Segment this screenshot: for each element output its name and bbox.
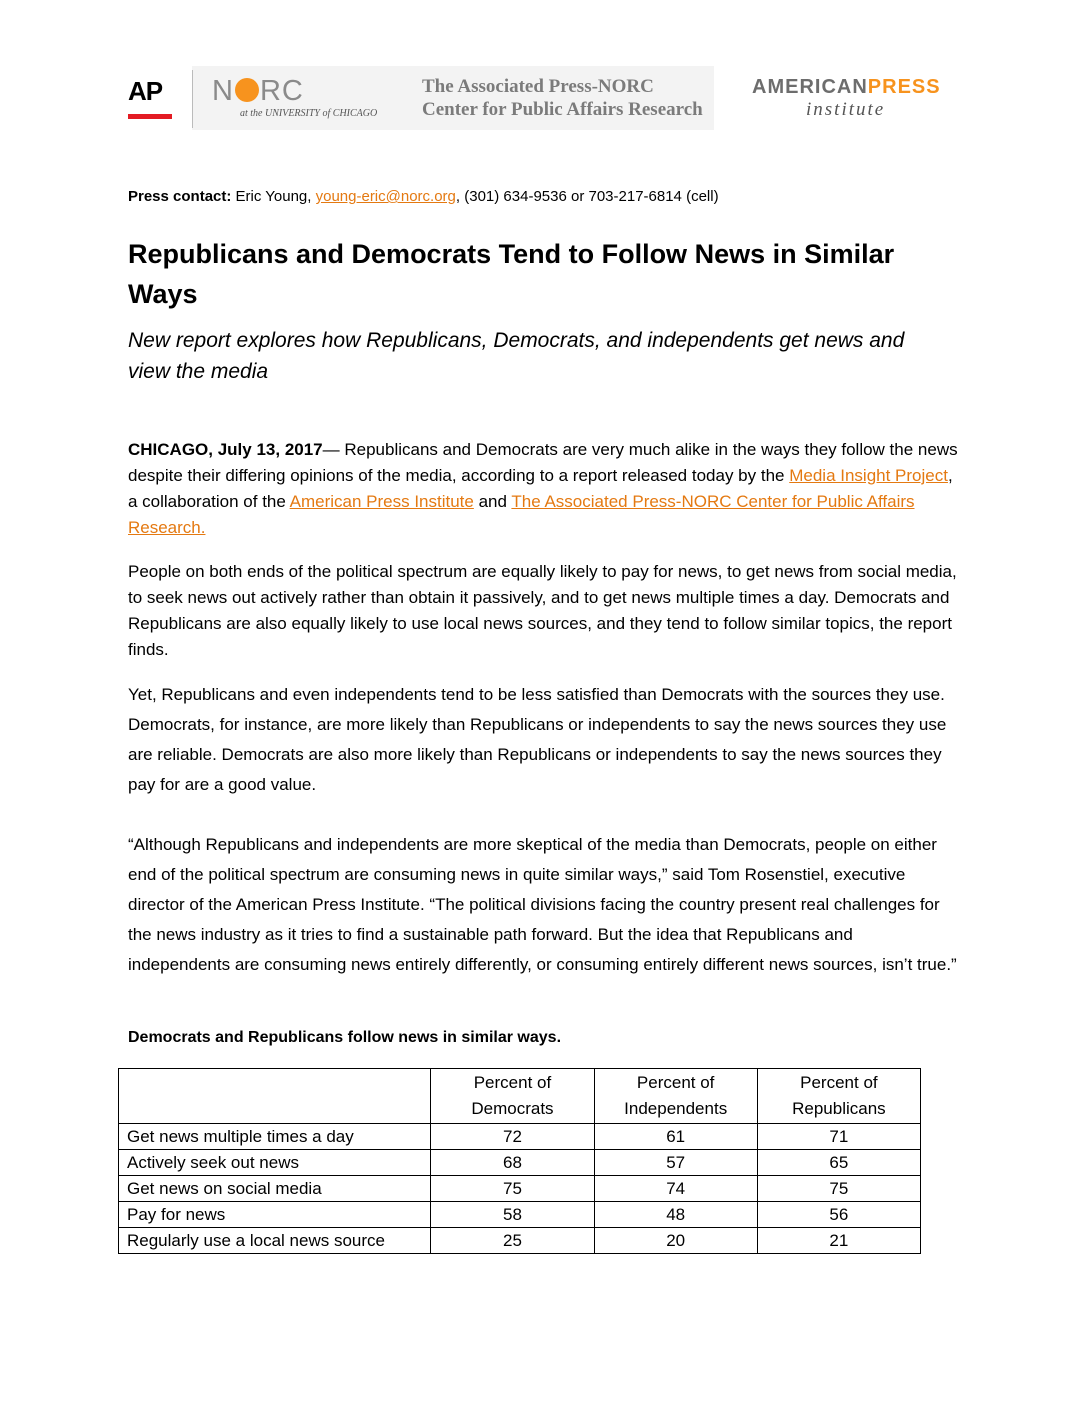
cell-independents: 48	[594, 1202, 757, 1228]
cell-republicans: 75	[757, 1176, 920, 1202]
row-label: Get news on social media	[119, 1176, 431, 1202]
ap-norc-center-name-line1: The Associated Press-NORC	[422, 76, 654, 97]
cell-republicans: 21	[757, 1228, 920, 1254]
paragraph-text: and	[473, 492, 512, 511]
cell-democrats: 25	[431, 1228, 594, 1254]
table-row	[119, 1202, 921, 1228]
table-header-democrats	[431, 1069, 594, 1124]
body-paragraph-2: People on both ends of the political spectrum are equally likely to pay for news, to get news from social media, to seek news out actively rather than obtain it passively, and to get news multiple times a day. Democrats and Republicans are also equally likely to use local news sources, and they tend to follow similar topics, the report finds.	[128, 562, 957, 659]
table-row	[119, 1150, 921, 1176]
cell-independents: 74	[594, 1176, 757, 1202]
norc-logo-n: N	[212, 75, 234, 107]
table-header-row	[119, 1069, 921, 1124]
cell-independents: 61	[594, 1124, 757, 1150]
header-line: Percent of	[636, 1073, 715, 1092]
header-line: Percent of	[800, 1073, 878, 1092]
ap-norc-center-link[interactable]: The Associated Press-NORC Center for Public Affairs Research.	[128, 492, 915, 537]
cell-republicans: 56	[757, 1202, 920, 1228]
table-title: Democrats and Republicans follow news in similar ways.	[128, 1029, 562, 1046]
header-line: Democrats	[471, 1099, 554, 1118]
row-label: Regularly use a local news source	[119, 1228, 431, 1254]
api-logo-institute: institute	[806, 99, 886, 120]
norc-logo-subtitle: at the UNIVERSITY of CHICAGO	[240, 108, 378, 119]
paragraph-text: — Republicans and Democrats are very much alike in the ways they follow the news despite their differing opinions of the media, according to a report released today by the	[128, 440, 958, 485]
ap-logo-text: AP	[128, 76, 163, 106]
cell-independents: 20	[594, 1228, 757, 1254]
headline: Republicans and Democrats Tend to Follow News in Similar Ways	[128, 239, 895, 309]
norc-logo-rc: RC	[259, 75, 304, 107]
cell-democrats: 72	[431, 1124, 594, 1150]
ap-logo-bar	[128, 114, 172, 119]
header-line: Independents	[624, 1099, 728, 1118]
table-row	[119, 1228, 921, 1254]
dateline: CHICAGO, July 13, 2017	[128, 440, 323, 459]
subheadline: New report explores how Republicans, Democrats, and independents get news and view the media	[128, 329, 905, 383]
american-press-institute-logo	[752, 76, 941, 99]
american-press-institute-link[interactable]: American Press Institute	[289, 492, 474, 511]
news-habits-table	[118, 1068, 921, 1254]
row-label: Actively seek out news	[119, 1150, 431, 1176]
header-line: Republicans	[792, 1099, 886, 1118]
press-contact-phones: , (301) 634-9536 or 703-217-6814 (cell)	[455, 188, 719, 205]
logo-divider	[192, 70, 193, 128]
header-line: Percent of	[473, 1073, 552, 1092]
paragraph-text: , a collaboration of the	[128, 466, 953, 511]
table-header-empty	[119, 1069, 431, 1124]
table-row	[119, 1176, 921, 1202]
press-contact-label: Press contact:	[128, 188, 232, 205]
ap-logo	[128, 78, 172, 119]
body-paragraph-1	[128, 437, 958, 541]
norc-logo	[212, 76, 304, 106]
cell-republicans: 65	[757, 1150, 920, 1176]
norc-sun-icon	[235, 78, 259, 102]
api-logo-press: PRESS	[867, 76, 941, 98]
row-label: Pay for news	[119, 1202, 431, 1228]
table-header-independents	[594, 1069, 757, 1124]
quote-paragraph: “Although Republicans and independents are more skeptical of the media than Democrats, people on either end of the political spectrum are consuming news in quite similar ways,” said Tom Rosenstiel, executive director of the American Press Institute. “The political divisions facing the country present real challenges for the news industry as it tries to find a sustainable path forward. But the idea that Republicans and independents are consuming news entirely differently, or consuming entirely different news sources, isn’t true.”	[128, 835, 957, 974]
row-label: Get news multiple times a day	[119, 1124, 431, 1150]
media-insight-project-link[interactable]: Media Insight Project	[789, 466, 948, 485]
press-contact	[128, 188, 958, 205]
cell-democrats: 68	[431, 1150, 594, 1176]
api-logo-american: AMERICAN	[752, 76, 868, 98]
press-contact-email-link[interactable]: young-eric@norc.org	[315, 188, 456, 205]
table-header-republicans	[757, 1069, 920, 1124]
press-contact-name: Eric Young,	[231, 188, 316, 205]
table-row	[119, 1124, 921, 1150]
body-paragraph-3: Yet, Republicans and even independents tend to be less satisfied than Democrats with the sources they use. Democrats, for instance, are more likely than Republicans or independents to say the news sources they use are reliable. Democrats are also more likely than Republicans or independents to say the news sources they pay for are a good value.	[128, 685, 947, 794]
cell-independents: 57	[594, 1150, 757, 1176]
cell-republicans: 71	[757, 1124, 920, 1150]
cell-democrats: 75	[431, 1176, 594, 1202]
cell-democrats: 58	[431, 1202, 594, 1228]
ap-norc-center-name-line2: Center for Public Affairs Research	[422, 99, 703, 120]
